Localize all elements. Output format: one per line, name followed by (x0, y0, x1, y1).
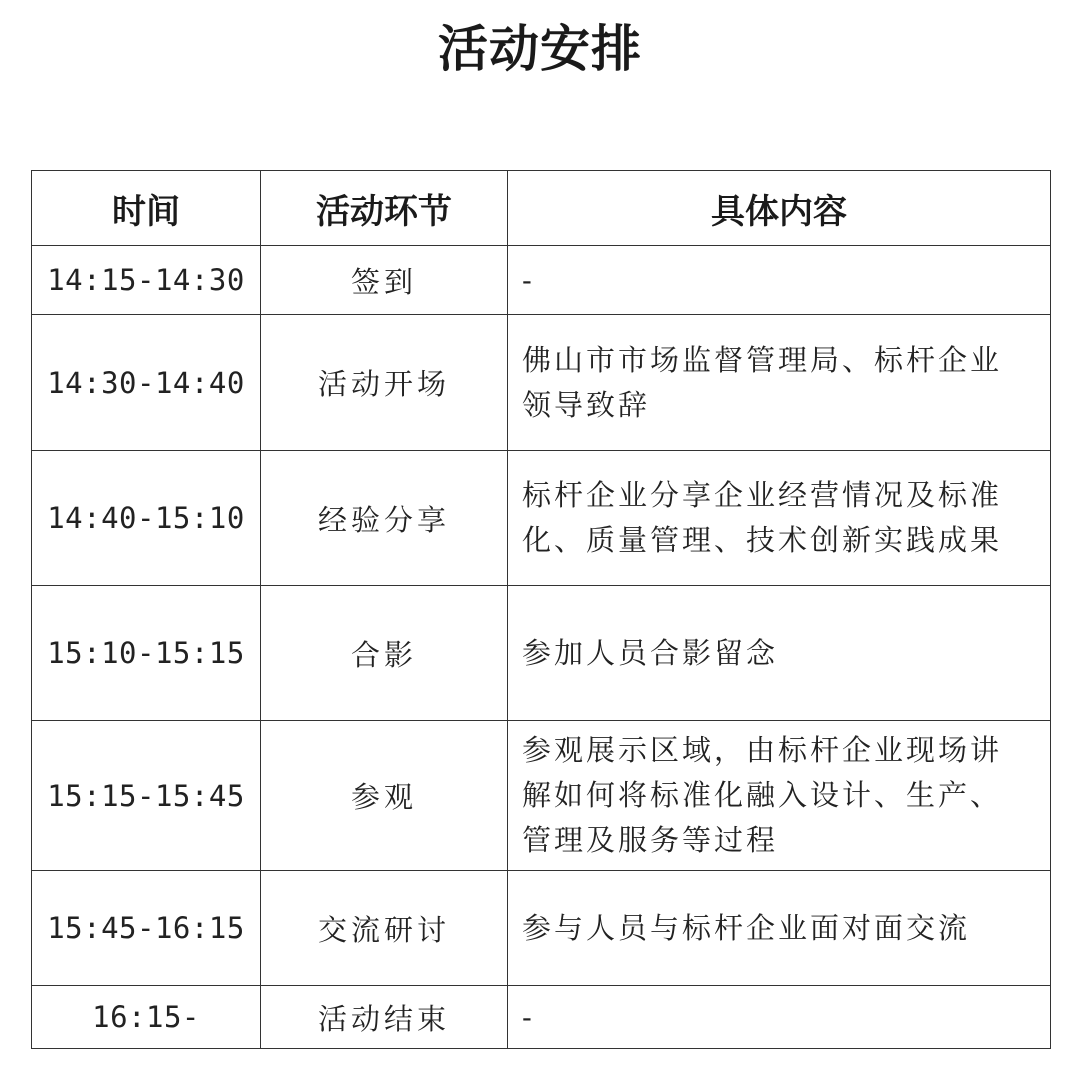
header-time: 时间 (32, 171, 261, 246)
row-stage: 活动结束 (261, 986, 508, 1049)
row-stage: 合影 (261, 586, 508, 721)
row-time: 14:15-14:30 (32, 246, 261, 315)
table-row (32, 246, 1051, 315)
row-time: 15:10-15:15 (32, 586, 261, 721)
row-detail: 参观展示区域，由标杆企业现场讲解如何将标准化融入设计、生产、管理及服务等过程 (508, 721, 1051, 871)
header-stage: 活动环节 (261, 171, 508, 246)
page-title: 活动安排 (438, 20, 642, 78)
table-header-row (32, 171, 1051, 246)
row-detail: - (508, 986, 1051, 1049)
row-stage: 参观 (261, 721, 508, 871)
row-time: 14:30-14:40 (32, 315, 261, 451)
row-time: 15:15-15:45 (32, 721, 261, 871)
row-detail: 标杆企业分享企业经营情况及标准化、质量管理、技术创新实践成果 (508, 451, 1051, 586)
table-row (32, 451, 1051, 586)
table-row (32, 721, 1051, 871)
row-stage: 经验分享 (261, 451, 508, 586)
row-time: 16:15- (32, 986, 261, 1049)
row-stage: 活动开场 (261, 315, 508, 451)
table-row (32, 586, 1051, 721)
row-detail: 参与人员与标杆企业面对面交流 (508, 871, 1051, 986)
table-row (32, 986, 1051, 1049)
table-row (32, 315, 1051, 451)
row-time: 15:45-16:15 (32, 871, 261, 986)
row-time: 14:40-15:10 (32, 451, 261, 586)
row-stage: 交流研讨 (261, 871, 508, 986)
table-row (32, 871, 1051, 986)
schedule-table (31, 170, 1051, 1049)
header-detail: 具体内容 (508, 171, 1051, 246)
row-detail: - (508, 246, 1051, 315)
row-stage: 签到 (261, 246, 508, 315)
row-detail: 参加人员合影留念 (508, 586, 1051, 721)
row-detail: 佛山市市场监督管理局、标杆企业领导致辞 (508, 315, 1051, 451)
